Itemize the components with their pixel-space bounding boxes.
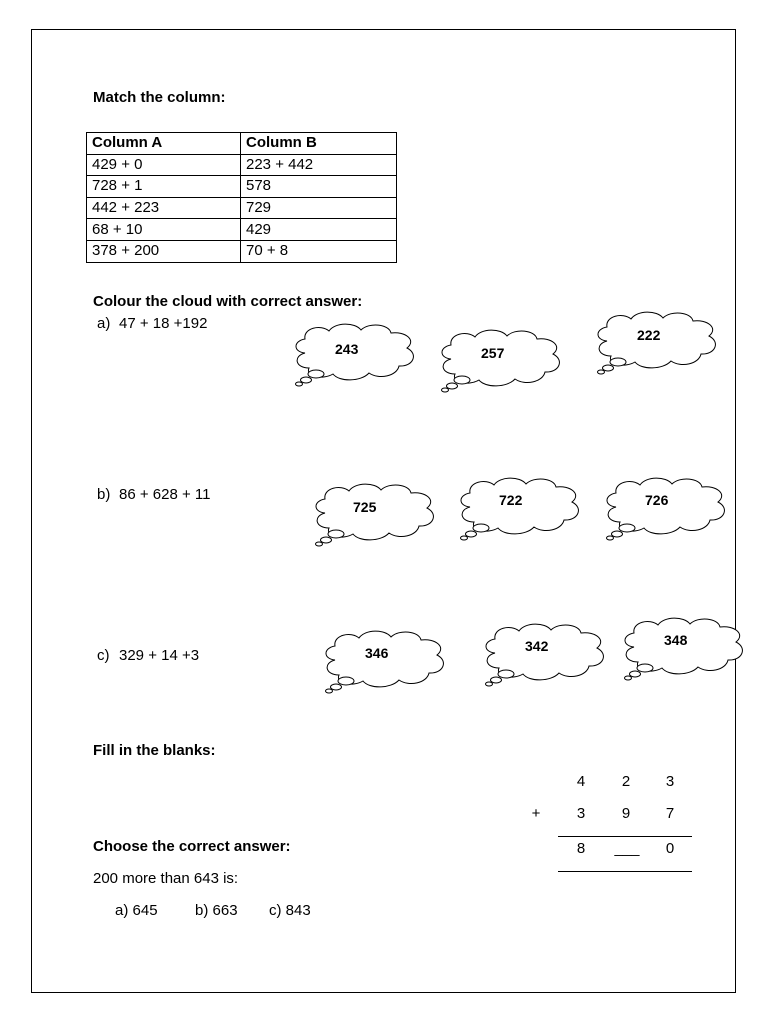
cloud-shape: [481, 622, 609, 692]
cloud-shape: [620, 616, 748, 686]
column-a-cell: 728 + 1: [87, 176, 241, 198]
table-header-row: [87, 133, 397, 155]
cloud-answer-text: 348: [664, 632, 688, 648]
match-table: [86, 132, 397, 263]
cloud-shape: [602, 476, 730, 546]
column-b-cell: 429: [241, 219, 397, 241]
addend1-ones: 3: [665, 773, 675, 790]
cloud-answer-text: 346: [365, 645, 389, 661]
cloud-shape: [291, 322, 419, 392]
table-row: [87, 176, 397, 198]
cloud-shape: [321, 629, 449, 699]
table-row: [87, 197, 397, 219]
cloud-shape: [311, 482, 439, 552]
cloud-shape: [437, 328, 565, 398]
match-heading: Match the column:: [93, 89, 226, 106]
choose-option-a[interactable]: a) 645: [115, 902, 158, 919]
column-a-header: Column A: [87, 133, 241, 155]
question-c-expression: 329 + 14 +3: [119, 647, 200, 664]
answer-cloud[interactable]: [291, 322, 419, 392]
cloud-answer-text: 725: [353, 499, 377, 515]
column-b-header: Column B: [241, 133, 397, 155]
sum-bottom-line: [558, 871, 692, 872]
column-b-cell: 578: [241, 176, 397, 198]
column-a-cell: 68 + 10: [87, 219, 241, 241]
choose-option-b[interactable]: b) 663: [195, 902, 238, 919]
column-a-cell: 442 + 223: [87, 197, 241, 219]
addend2-ones: 7: [665, 805, 675, 822]
table-row: [87, 240, 397, 262]
cloud-shape: [456, 476, 584, 546]
answer-cloud[interactable]: [620, 616, 748, 686]
sum-hundreds: 8: [576, 840, 586, 857]
answer-cloud[interactable]: [321, 629, 449, 699]
question-b-expression: 86 + 628 + 11: [119, 486, 211, 503]
column-a-cell: 378 + 200: [87, 240, 241, 262]
answer-cloud[interactable]: [456, 476, 584, 546]
sum-top-line: [558, 836, 692, 837]
table-row: [87, 219, 397, 241]
question-b-label: b): [97, 486, 111, 503]
answer-cloud[interactable]: [311, 482, 439, 552]
answer-cloud[interactable]: [437, 328, 565, 398]
answer-cloud[interactable]: [602, 476, 730, 546]
column-a-cell: 429 + 0: [87, 154, 241, 176]
choose-option-c[interactable]: c) 843: [269, 902, 311, 919]
cloud-answer-text: 726: [645, 492, 669, 508]
cloud-heading: Colour the cloud with correct answer:: [93, 293, 363, 310]
table-row: [87, 154, 397, 176]
column-b-cell: 70 + 8: [241, 240, 397, 262]
question-a-expression: 47 + 18 +192: [119, 315, 208, 332]
question-c-label: c): [97, 647, 110, 664]
addend1-hundreds: 4: [576, 773, 586, 790]
addend2-tens: 9: [621, 805, 631, 822]
sum-ones: 0: [665, 840, 675, 857]
column-b-cell: 729: [241, 197, 397, 219]
addend1-tens: 2: [621, 773, 631, 790]
sum-tens-blank[interactable]: ___: [614, 840, 640, 857]
cloud-shape: [593, 310, 721, 380]
choose-question: 200 more than 643 is:: [93, 870, 239, 887]
answer-cloud[interactable]: [593, 310, 721, 380]
column-b-cell: 223 + 442: [241, 154, 397, 176]
addition-problem: [520, 768, 700, 878]
choose-heading: Choose the correct answer:: [93, 838, 291, 855]
cloud-answer-text: 257: [481, 345, 505, 361]
fill-heading: Fill in the blanks:: [93, 742, 216, 759]
cloud-answer-text: 722: [499, 492, 523, 508]
cloud-answer-text: 342: [525, 638, 549, 654]
addend2-hundreds: 3: [576, 805, 586, 822]
cloud-answer-text: 243: [335, 341, 359, 357]
cloud-answer-text: 222: [637, 327, 661, 343]
answer-cloud[interactable]: [481, 622, 609, 692]
question-a-label: a): [97, 315, 111, 332]
plus-operator: +: [531, 805, 541, 822]
